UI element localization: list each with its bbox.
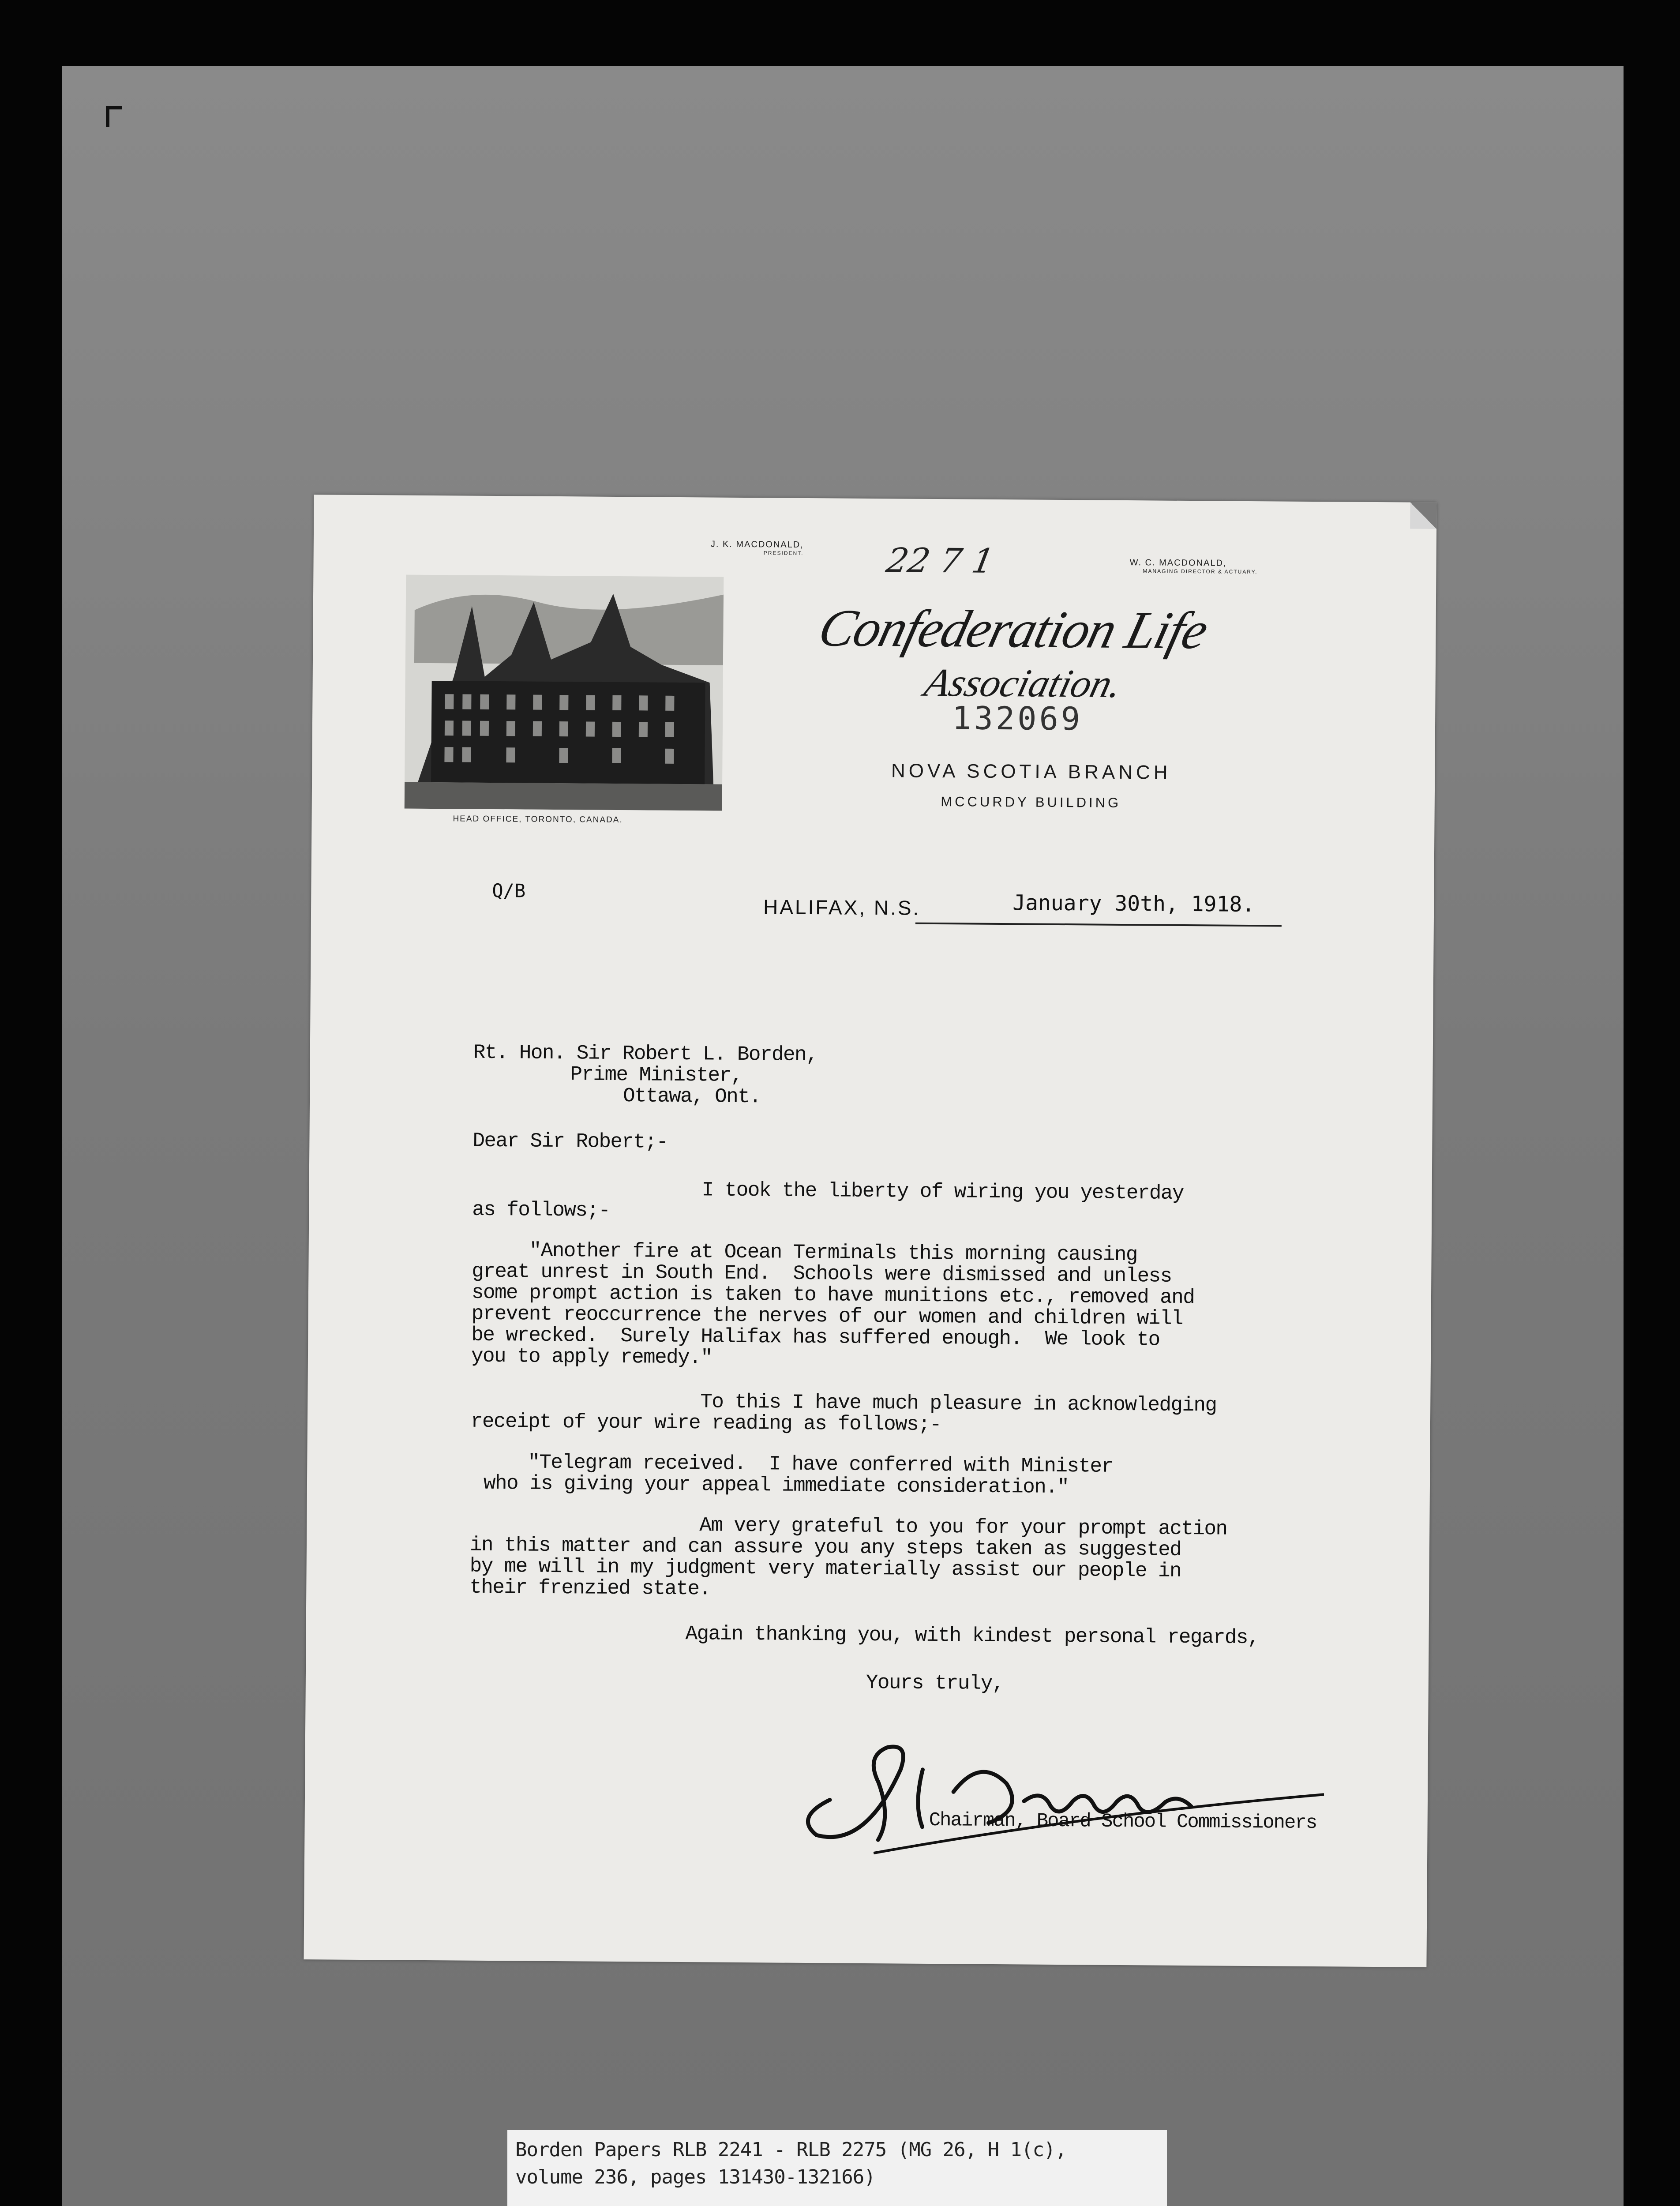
recipient-line: Ottawa, Ont.	[622, 1084, 761, 1109]
body-line: as follows;-	[472, 1198, 610, 1222]
branch-block	[877, 760, 1186, 811]
president-role: PRESIDENT.	[763, 550, 804, 556]
quote-line: prevent reoccurrence the nerves of our women and children will	[471, 1302, 1183, 1330]
body-line: To this I have much pleasure in acknowledging	[700, 1390, 1217, 1417]
body-line: in this matter and can assure you any steps taken as suggested	[469, 1533, 1181, 1561]
handwritten-file-number: 22 7 1	[883, 540, 998, 581]
body-line: I took the liberty of wiring you yesterday	[701, 1178, 1184, 1205]
letter-place: HALIFAX, N.S.	[763, 895, 921, 919]
director-name: W. C. MACDONALD,	[1129, 558, 1227, 568]
engraving-caption: HEAD OFFICE, TORONTO, CANADA.	[453, 814, 623, 825]
director-block	[1099, 558, 1257, 575]
salutation: Dear Sir Robert;-	[472, 1129, 668, 1154]
slip-line: volume 236, pages 131430-132166)	[515, 2166, 875, 2188]
letter-page	[304, 495, 1436, 1967]
recipient-line: Rt. Hon. Sir Robert L. Borden,	[473, 1041, 818, 1067]
quote-line: "Telegram received. I have conferred with Minister	[528, 1451, 1113, 1478]
stamped-page-number: 132069	[952, 699, 1083, 738]
recipient-line: Prime Minister,	[570, 1063, 742, 1087]
handwritten-signature	[776, 1716, 1324, 1865]
reference-initials: Q/B	[492, 879, 526, 902]
president-name: J. K. MACDONALD,	[710, 539, 804, 550]
closing-line: Again thanking you, with kindest personal regards,	[685, 1622, 1259, 1650]
body-line: their frenzied state.	[469, 1576, 711, 1601]
quote-line: "Another fire at Ocean Terminals this morning causing	[529, 1239, 1138, 1267]
body-line: Am very grateful to you for your prompt action	[699, 1514, 1227, 1541]
director-role: MANAGING DIRECTOR & ACTUARY.	[1143, 568, 1258, 575]
body-line: by me will in my judgment very materially assist our people in	[469, 1554, 1181, 1583]
building-name: MCCURDY BUILDING	[941, 794, 1121, 810]
archive-reference-slip	[507, 2130, 1167, 2206]
quote-line: some prompt action is taken to have munitions etc., removed and	[471, 1281, 1195, 1309]
signer-title: Chairman, Board School Commissioners	[929, 1809, 1317, 1835]
quote-line: you to apply remedy."	[471, 1344, 712, 1369]
quote-line: great unrest in South End. Schools were dismissed and unless	[472, 1260, 1172, 1288]
president-block	[711, 539, 804, 556]
branch-name: NOVA SCOTIA BRANCH	[891, 760, 1171, 784]
letter-date: January 30th, 1918.	[1012, 890, 1255, 917]
closing-yours: Yours truly,	[866, 1671, 1004, 1696]
folded-corner	[1410, 503, 1436, 529]
quote-line: be wrecked. Surely Halifax has suffered enough. We look to	[471, 1323, 1160, 1351]
slip-line: Borden Papers RLB 2241 - RLB 2275 (MG 26, H 1(c),	[515, 2138, 1067, 2161]
company-name-script	[813, 597, 1328, 716]
body-line: receipt of your wire reading as follows;-	[470, 1410, 941, 1437]
quote-line: who is giving your appeal immediate consideration."	[483, 1471, 1069, 1499]
corner-crop-mark	[106, 106, 122, 127]
head-office-engraving	[405, 575, 724, 811]
date-underline	[915, 923, 1282, 927]
company-name-line1: Confederation Life	[813, 598, 1214, 660]
company-name-line2: Association.	[920, 660, 1127, 706]
